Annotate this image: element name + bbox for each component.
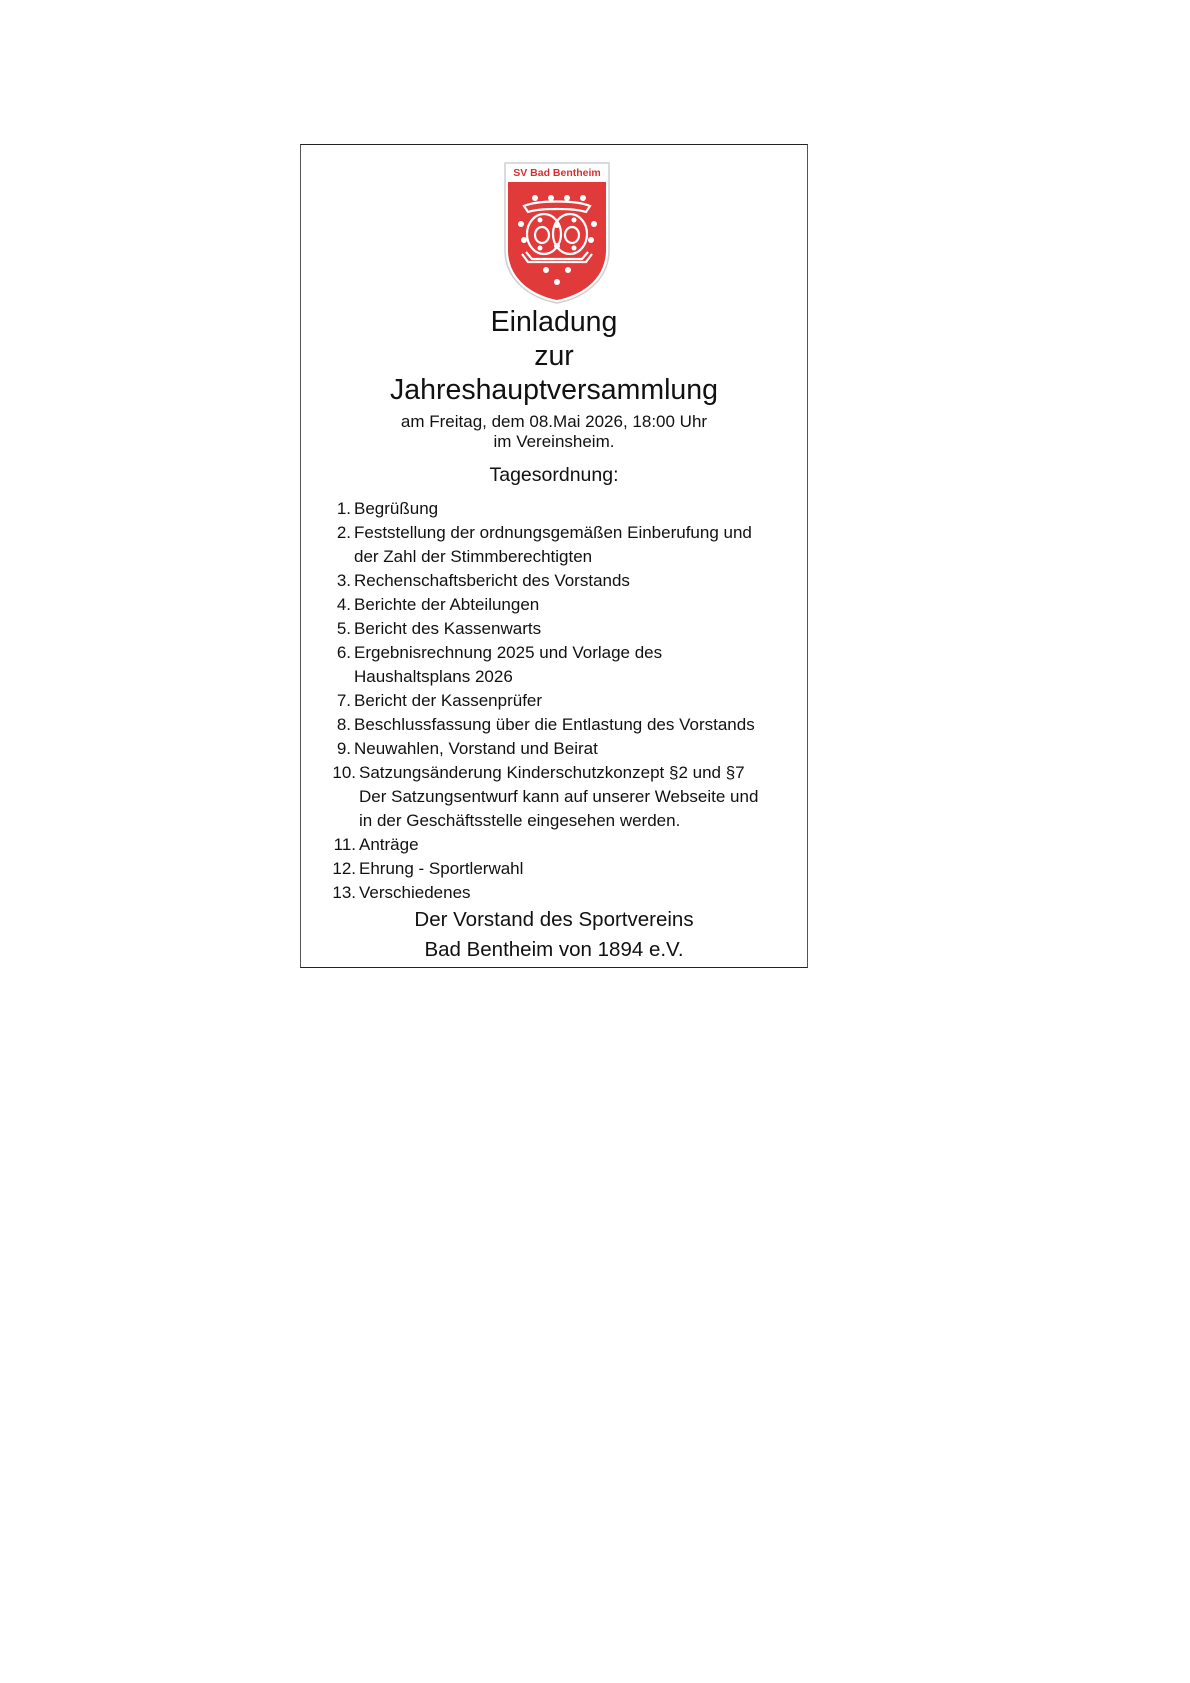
agenda-item bbox=[301, 521, 807, 569]
agenda-item bbox=[301, 881, 807, 905]
agenda-item bbox=[301, 593, 807, 617]
agenda-item bbox=[301, 641, 807, 689]
signature-board: Der Vorstand des Sportvereins bbox=[414, 908, 694, 931]
agenda-item-text: Feststellung der ordnungsgemäßen Einberufung und bbox=[354, 523, 752, 542]
agenda-item-text: Bericht der Kassenprüfer bbox=[354, 691, 543, 710]
agenda-item-text: Berichte der Abteilungen bbox=[354, 595, 540, 614]
club-crest-logo-icon bbox=[504, 162, 610, 304]
agenda-item bbox=[301, 857, 807, 881]
agenda-item bbox=[301, 713, 807, 737]
invitation-notice bbox=[300, 144, 808, 968]
agenda-item-text: Begrüßung bbox=[354, 499, 439, 518]
agenda-item-number: 7. bbox=[336, 691, 351, 710]
title-to: zur bbox=[534, 340, 574, 372]
agenda-item-number: 10. bbox=[332, 763, 356, 782]
agenda-item bbox=[301, 833, 807, 857]
agenda-item-number: 8. bbox=[336, 715, 351, 734]
agenda-item-text-continued: Haushaltsplans 2026 bbox=[354, 667, 513, 686]
agenda-item-text: Verschiedenes bbox=[359, 883, 471, 902]
agenda-item-number: 9. bbox=[336, 739, 351, 758]
agenda-item-number: 1. bbox=[336, 499, 351, 518]
agenda-item-text: Satzungsänderung Kinderschutzkonzept §2 und §7 bbox=[359, 763, 745, 782]
agenda-item bbox=[301, 497, 807, 521]
agenda-item-number: 6. bbox=[336, 643, 351, 662]
meeting-date-time: am Freitag, dem 08.Mai 2026, 18:00 Uhr bbox=[400, 412, 708, 431]
agenda-item-number: 11. bbox=[333, 835, 356, 854]
agenda-item-number: 3. bbox=[336, 571, 351, 590]
agenda-item-text: Ehrung - Sportlerwahl bbox=[359, 859, 524, 878]
agenda-item-text-continued: in der Geschäftsstelle eingesehen werden. bbox=[359, 811, 681, 830]
agenda-item bbox=[301, 737, 807, 761]
signature-club-name: Bad Bentheim von 1894 e.V. bbox=[424, 938, 684, 961]
agenda-item-number: 2. bbox=[336, 523, 351, 542]
agenda-heading: Tagesordnung: bbox=[489, 464, 619, 486]
agenda-item-number: 5. bbox=[336, 619, 351, 638]
logo-text: SV Bad Bentheim bbox=[513, 167, 601, 179]
meeting-location: im Vereinsheim. bbox=[493, 432, 615, 451]
agenda-item-text: Beschlussfassung über die Entlastung des Vorstands bbox=[354, 715, 755, 734]
agenda-item bbox=[301, 617, 807, 641]
agenda-item-text: Anträge bbox=[359, 835, 419, 854]
agenda-item-number: 4. bbox=[336, 595, 351, 614]
agenda-item bbox=[301, 569, 807, 593]
agenda-list bbox=[301, 497, 807, 905]
title-annual-meeting: Jahreshauptversammlung bbox=[390, 374, 718, 406]
agenda-item bbox=[301, 689, 807, 713]
agenda-item-text: Rechenschaftsbericht des Vorstands bbox=[354, 571, 630, 590]
agenda-item bbox=[301, 761, 807, 833]
agenda-item-number: 13. bbox=[332, 883, 356, 902]
agenda-item-text: Bericht des Kassenwarts bbox=[354, 619, 542, 638]
agenda-item-text: Neuwahlen, Vorstand und Beirat bbox=[354, 739, 598, 758]
agenda-item-number: 12. bbox=[332, 859, 356, 878]
agenda-item-text: Ergebnisrechnung 2025 und Vorlage des bbox=[354, 643, 663, 662]
agenda-item-text-continued: der Zahl der Stimmberechtigten bbox=[354, 547, 593, 566]
title-invitation: Einladung bbox=[490, 306, 618, 338]
agenda-item-text-continued: Der Satzungsentwurf kann auf unserer Webseite und bbox=[359, 787, 759, 806]
